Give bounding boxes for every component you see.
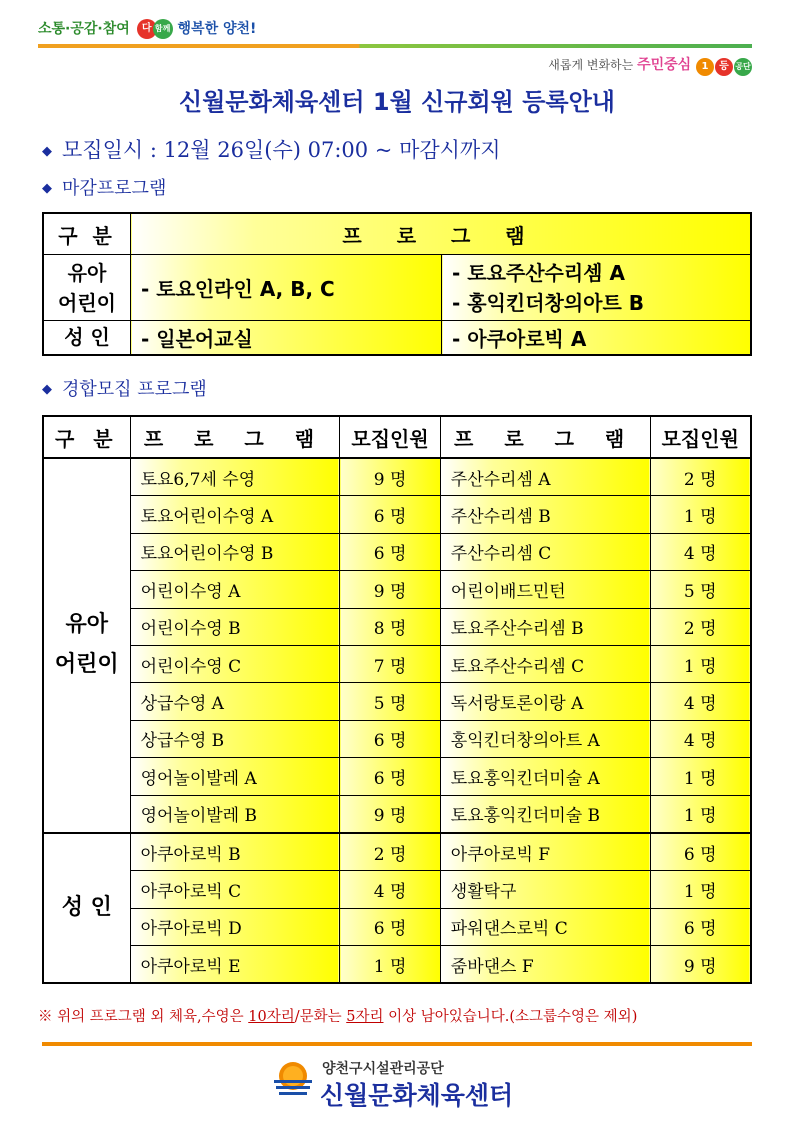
program-count: 6 명 <box>650 908 751 945</box>
program-count: 1 명 <box>650 645 751 682</box>
closed-header-category: 구 분 <box>43 213 131 255</box>
program-name: 상급수영 B <box>130 720 340 757</box>
motto-prefix: 새롭게 변화하는 <box>548 58 634 72</box>
footnote-seats-culture: 5자리 <box>346 1009 384 1025</box>
comp-category-adult: 성 인 <box>43 833 130 984</box>
program-name: 토요홍익킨더미술 B <box>440 795 650 833</box>
slogan-badge-2: 함께 <box>153 19 173 39</box>
table-row <box>43 533 751 570</box>
program-name: 생활탁구 <box>440 871 650 908</box>
program-name: 주산수리셈 A <box>440 458 650 496</box>
program-name: 토요6,7세 수영 <box>130 458 340 496</box>
slogan-text: 소통·공감·참여 <box>38 21 130 37</box>
footer-org: 양천구시설관리공단 <box>322 1061 444 1077</box>
table-row <box>43 946 751 984</box>
sun-logo-icon <box>270 1056 316 1102</box>
closed-header-program: 프 로 그 램 <box>131 213 752 255</box>
footnote-suffix: 이상 남아있습니다.(소그룹수영은 제외) <box>383 1009 638 1025</box>
footer-center-name: 신월문화체육센터 <box>320 1081 514 1110</box>
program-count: 2 명 <box>650 608 751 645</box>
closed-category-kids <box>43 255 131 321</box>
bottom-divider <box>42 1042 752 1046</box>
program-name: 아쿠아로빅 E <box>130 946 340 984</box>
program-name: 어린이수영 B <box>130 608 340 645</box>
category-line: 어린이 <box>54 652 119 678</box>
table-row <box>43 571 751 608</box>
category-line: 어린이 <box>58 290 116 315</box>
program-count: 6 명 <box>650 833 751 871</box>
table-row <box>43 833 751 871</box>
program-name: 줌바댄스 F <box>440 946 650 984</box>
competitive-heading <box>42 375 207 401</box>
table-row <box>43 608 751 645</box>
program-count: 4 명 <box>650 720 751 757</box>
program-count: 5 명 <box>650 571 751 608</box>
motto-circle-2: 등 <box>715 58 733 76</box>
program-count: 6 명 <box>340 758 440 795</box>
program-name: 토요어린이수영 A <box>130 496 340 533</box>
table-row <box>43 758 751 795</box>
program-count: 4 명 <box>650 533 751 570</box>
program-count: 9 명 <box>650 946 751 984</box>
program-name: 토요홍익킨더미술 A <box>440 758 650 795</box>
program-count: 8 명 <box>340 608 440 645</box>
program-count: 9 명 <box>340 795 440 833</box>
recruit-period <box>42 134 501 164</box>
comp-category-kids <box>43 458 130 833</box>
program-name: 파워댄스로빅 C <box>440 908 650 945</box>
footnote-prefix: ※ 위의 프로그램 외 체육,수영은 <box>38 1009 249 1025</box>
program-count: 4 명 <box>650 683 751 720</box>
program-count: 2 명 <box>340 833 440 871</box>
comp-header-category: 구 분 <box>43 416 130 458</box>
recruit-period-text: 모집일시 : 12월 26일(수) 07:00 ~ 마감시까지 <box>62 138 501 162</box>
program-count: 1 명 <box>650 758 751 795</box>
program-name: 영어놀이발레 A <box>130 758 340 795</box>
motto-circle-1: 1 <box>696 58 714 76</box>
slogan-tail: 행복한 양천! <box>177 21 257 37</box>
table-row <box>43 496 751 533</box>
table-row <box>43 795 751 833</box>
comp-header-count-2: 모집인원 <box>650 416 751 458</box>
comp-header-count: 모집인원 <box>340 416 440 458</box>
top-divider <box>38 44 752 48</box>
table-row <box>43 645 751 682</box>
program-count: 1 명 <box>650 871 751 908</box>
program-name: 어린이수영 A <box>130 571 340 608</box>
footnote-seats-sports: 10자리 <box>248 1009 295 1025</box>
motto-main: 주민중심 <box>637 57 692 73</box>
program-count: 7 명 <box>340 645 440 682</box>
program-count: 2 명 <box>650 458 751 496</box>
diamond-icon: ◆ <box>42 181 52 196</box>
program-name: 토요주산수리셈 C <box>440 645 650 682</box>
program-count: 6 명 <box>340 496 440 533</box>
program-name: 영어놀이발레 B <box>130 795 340 833</box>
slogan-badge-1: 다 <box>137 19 157 39</box>
program-name: 아쿠아로빅 F <box>440 833 650 871</box>
diamond-icon: ◆ <box>42 382 52 397</box>
comp-header-program-2: 프 로 그 램 <box>440 416 650 458</box>
program-name: 어린이수영 C <box>130 645 340 682</box>
table-row <box>43 871 751 908</box>
closed-category-adult: 성 인 <box>43 321 131 355</box>
page-title: 신월문화체육센터 1월 신규회원 등록안내 <box>179 88 615 116</box>
program-name: 주산수리셈 B <box>440 496 650 533</box>
program-count: 9 명 <box>340 571 440 608</box>
competitive-heading-text: 경합모집 프로그램 <box>62 379 207 400</box>
closed-program-line: - 토요주산수리셈 A <box>452 260 625 285</box>
program-name: 홍익킨더창의아트 A <box>440 720 650 757</box>
program-name: 아쿠아로빅 B <box>130 833 340 871</box>
program-count: 6 명 <box>340 908 440 945</box>
category-line: 유아 <box>67 260 107 285</box>
program-name: 독서랑토론이랑 A <box>440 683 650 720</box>
closed-program-line: - 홍익킨더창의아트 B <box>452 290 645 315</box>
footnote <box>38 1005 637 1026</box>
closed-program-cell <box>442 255 752 321</box>
program-count: 6 명 <box>340 533 440 570</box>
program-name: 어린이배드민턴 <box>440 571 650 608</box>
category-line: 유아 <box>65 612 109 638</box>
program-count: 4 명 <box>340 871 440 908</box>
program-count: 1 명 <box>340 946 440 984</box>
closed-programs-table <box>42 212 752 356</box>
table-row <box>43 683 751 720</box>
competitive-programs-table <box>42 415 752 984</box>
program-count: 5 명 <box>340 683 440 720</box>
motto <box>548 54 752 76</box>
program-name: 토요어린이수영 B <box>130 533 340 570</box>
slogan <box>38 18 256 39</box>
motto-circle-3: 공단 <box>734 58 752 76</box>
diamond-icon: ◆ <box>42 144 52 159</box>
program-name: 주산수리셈 C <box>440 533 650 570</box>
closed-program-cell: - 일본어교실 <box>131 321 442 355</box>
closed-heading <box>42 174 166 200</box>
program-name: 아쿠아로빅 C <box>130 871 340 908</box>
closed-heading-text: 마감프로그램 <box>62 178 167 199</box>
program-count: 1 명 <box>650 496 751 533</box>
table-row <box>43 908 751 945</box>
program-name: 토요주산수리셈 B <box>440 608 650 645</box>
footnote-mid: /문화는 <box>294 1009 347 1025</box>
program-count: 6 명 <box>340 720 440 757</box>
program-name: 아쿠아로빅 D <box>130 908 340 945</box>
program-name: 상급수영 A <box>130 683 340 720</box>
closed-program-cell: - 아쿠아로빅 A <box>442 321 752 355</box>
comp-header-program: 프 로 그 램 <box>130 416 340 458</box>
closed-program-cell: - 토요인라인 A, B, C <box>131 255 442 321</box>
program-count: 1 명 <box>650 795 751 833</box>
table-row <box>43 720 751 757</box>
program-count: 9 명 <box>340 458 440 496</box>
